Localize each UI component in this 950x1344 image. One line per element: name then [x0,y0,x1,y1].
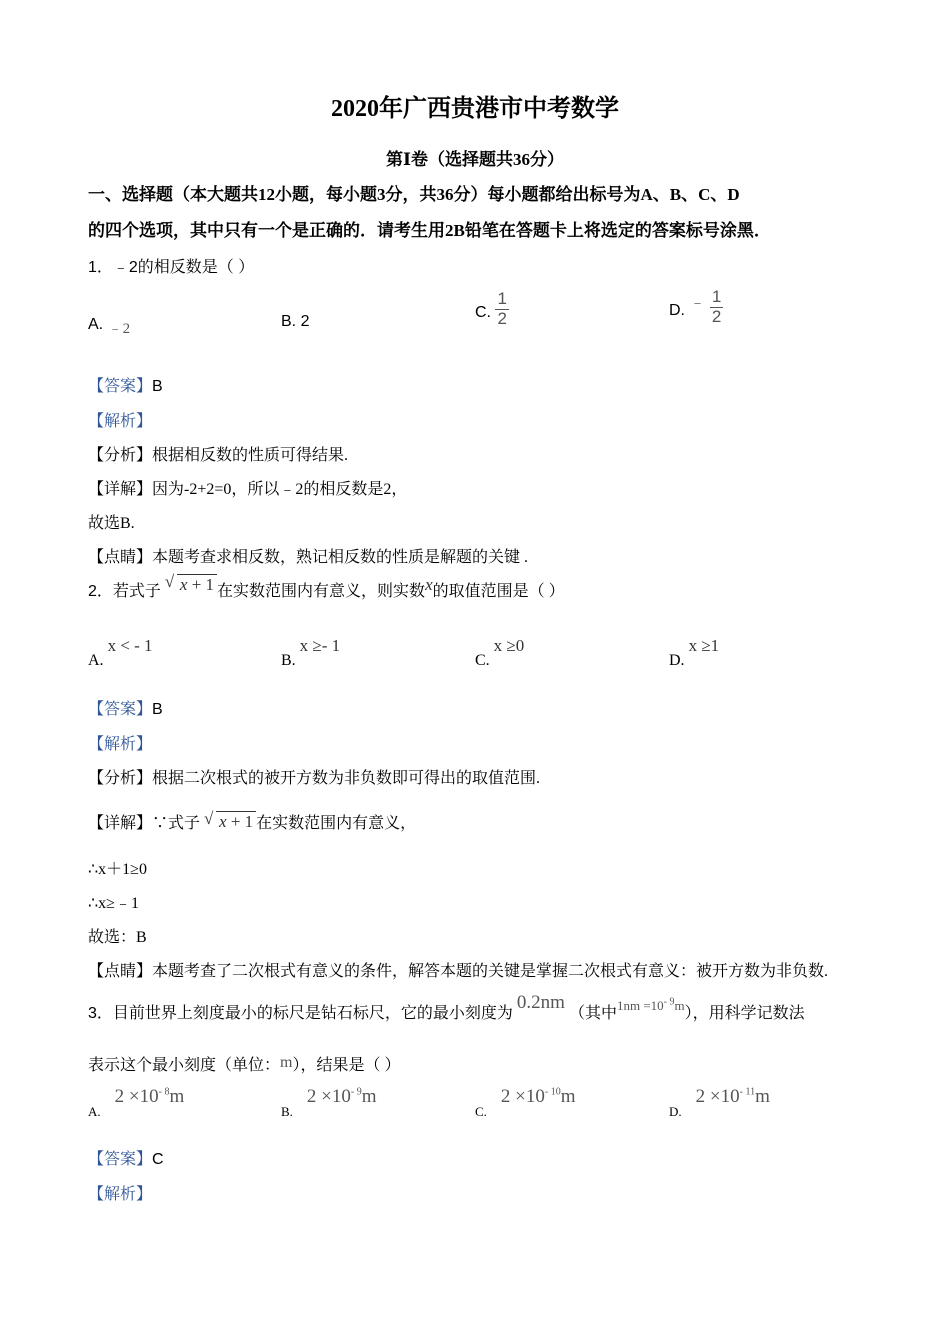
q3-answer [88,1146,164,1169]
q3-stem-def-unit: m [674,998,685,1013]
q2-stem-var: x [425,575,433,594]
q1-option-a-label: A. [88,316,104,333]
q3-option-a-exp: - 8 [158,1086,170,1098]
q3-option-a [88,1086,185,1119]
q3-option-a-value [115,1086,185,1107]
q2-xiangjie-radical [204,812,256,832]
q3-option-b [281,1086,377,1119]
q2-option-a-label: A. [88,652,104,669]
q3-option-c-base: 2 ×10 [500,1086,545,1107]
q2-stem-radical [165,575,217,595]
q3-option-b-unit: m [361,1086,377,1107]
q2-stem-mid: 在实数范围内有意义，则实数 [217,583,426,600]
q3-option-d-label: D. [669,1104,682,1119]
q3-stem-line2 [88,1052,400,1075]
q3-stem-def-base: 1nm =10 [616,998,664,1013]
q2-stem-prefix: 2．若式子 [88,583,161,600]
q1-xiangjie [88,476,407,499]
q2-dianjing-text: 本题考查了二次根式有意义的条件，解答本题的关键是掌握二次根式有意义：被开方数为非负数. [152,963,829,980]
q2-option-d [669,636,720,669]
q2-step2: ∴x≥﹣1 [88,895,139,912]
q3-option-d-unit: m [755,1086,770,1107]
page-subtitle: 第Ⅰ卷（选择题共36分） [386,150,564,169]
section-instructions-line2: 的四个选项，其中只有一个是正确的．请考生用2B铅笔在答题卡上将选定的答案标号涂黑． [88,221,771,240]
q1-option-d-label: D. [669,302,685,320]
q1-option-d-sign: ﹣ [689,294,706,312]
q2-analysis-tag: 【解析】 [88,736,153,753]
q3-option-c [475,1086,576,1119]
q1-fenxi-tag: 【分析】 [88,447,153,464]
q2-fenxi-text: 根据二次根式的被开方数为非负数即可得出的取值范围. [152,770,541,787]
page-title: 2020年广西贵港市中考数学 [331,96,619,122]
q2-answer-tag: 【答案】 [88,701,153,718]
q3-option-b-value [307,1086,377,1107]
q1-answer [88,373,163,396]
q2-option-a-value: x < - 1 [107,636,153,655]
q1-option-a [88,313,131,337]
section-instructions-line1: 一、选择题（本大题共12小题，每小题3分，共36分）每小题都给出标号为A、B、C、D [88,185,740,204]
q2-stem-post: 的取值范围是（ ） [432,583,565,600]
q2-step1: ∴x＋1≥0 [88,861,147,878]
q1-option-c [475,290,509,328]
q3-option-d-base: 2 ×10 [695,1086,740,1107]
q3-stem-value: 0.2nm [516,992,565,1013]
q3-option-c-exp: - 10 [544,1086,561,1098]
q1-guxuan: 故选B. [88,515,135,532]
q3-stem-paren-close: ），用科学记数法 [684,1005,805,1022]
q3-option-b-label: B. [281,1104,293,1119]
q2-stem-radicand-rest: + 1 [187,575,215,594]
q2-stem-radicand-x: x [179,575,188,594]
q1-fenxi [88,442,348,465]
q1-analysis-tag: 【解析】 [88,413,153,430]
q1-option-d [669,288,723,326]
q2-option-d-value: x ≥1 [688,636,720,655]
q3-stem-paren-open: （其中 [568,1005,617,1022]
q1-xiangjie-text: 因为-2+2=0，所以﹣2的相反数是2， [152,481,408,498]
q1-answer-tag: 【答案】 [88,378,153,395]
q2-fenxi [88,765,540,788]
q2-answer [88,696,163,719]
q2-option-a [88,636,153,669]
q2-option-c-value: x ≥0 [493,636,525,655]
q3-analysis-tag: 【解析】 [88,1186,153,1203]
q2-dianjing [88,958,828,981]
q3-option-a-unit: m [169,1086,185,1107]
q1-answer-value: B [152,378,163,395]
q2-guxuan: 故选：B [88,929,147,946]
q3-option-c-unit: m [560,1086,576,1107]
q1-option-c-numerator: 1 [497,289,507,308]
q1-option-d-fraction [710,288,723,326]
q1-dianjing-tag: 【点睛】 [88,549,153,566]
q3-option-d-value [696,1086,770,1107]
q3-option-d-exp: - 11 [739,1086,756,1098]
q1-option-c-fraction [495,290,508,328]
q2-option-b-label: B. [281,652,296,669]
q3-option-d [669,1086,770,1119]
q2-option-d-label: D. [669,652,685,669]
q1-dianjing-text: 本题考查求相反数，熟记相反数的性质是解题的关键 . [152,549,529,566]
q1-dianjing [88,544,528,567]
q3-stem-def-exp: - 9 [663,996,675,1008]
q3-option-c-value [501,1086,576,1107]
q3-option-a-base: 2 ×10 [114,1086,159,1107]
q3-option-b-base: 2 ×10 [306,1086,351,1107]
q1-option-d-denominator: 2 [711,306,722,326]
q2-option-b-value: x ≥- 1 [299,636,341,655]
q2-xiangjie-radicand-x: x [219,812,227,831]
q2-dianjing-tag: 【点睛】 [88,963,153,980]
q2-stem [88,575,565,601]
q3-option-a-label: A. [88,1104,101,1119]
q3-stem-line1 [88,992,805,1024]
q2-xiangjie-radicand-rest: + 1 [226,812,254,831]
q2-fenxi-tag: 【分析】 [88,770,153,787]
q2-answer-value: B [152,701,163,718]
q2-xiangjie-tag: 【详解】 [88,815,153,832]
q1-option-b: B. 2 [281,313,310,330]
q3-stem-line2-post: ），结果是（ ） [292,1057,401,1074]
q1-option-c-denominator: 2 [497,308,507,328]
q1-option-c-label: C. [475,304,491,322]
q1-xiangjie-tag: 【详解】 [88,481,153,498]
q2-option-c-label: C. [475,652,490,669]
q3-stem-line2-prefix: 表示这个最小刻度（单位： [88,1057,281,1074]
q1-option-a-value: ﹣2 [107,321,131,337]
q3-stem-prefix: 3．目前世界上刻度最小的标尺是钻石标尺，它的最小刻度为 [88,1005,513,1022]
q3-option-b-exp: - 9 [350,1086,362,1098]
q2-xiangjie [88,810,416,833]
q2-xiangjie-post: 在实数范围内有意义， [256,815,417,832]
q2-option-b [281,636,341,669]
q2-option-c [475,636,525,669]
q1-option-d-numerator: 1 [711,287,722,306]
q3-option-c-label: C. [475,1104,487,1119]
q3-answer-tag: 【答案】 [88,1151,153,1168]
q2-xiangjie-prefix: ∵式子 [152,815,201,832]
q1-stem: 1．﹣2的相反数是（ ） [88,259,255,276]
q3-stem-definition [617,998,685,1013]
q3-answer-value: C [152,1151,164,1168]
q3-stem-unit: m [280,1054,293,1071]
q1-fenxi-text: 根据相反数的性质可得结果. [152,447,349,464]
